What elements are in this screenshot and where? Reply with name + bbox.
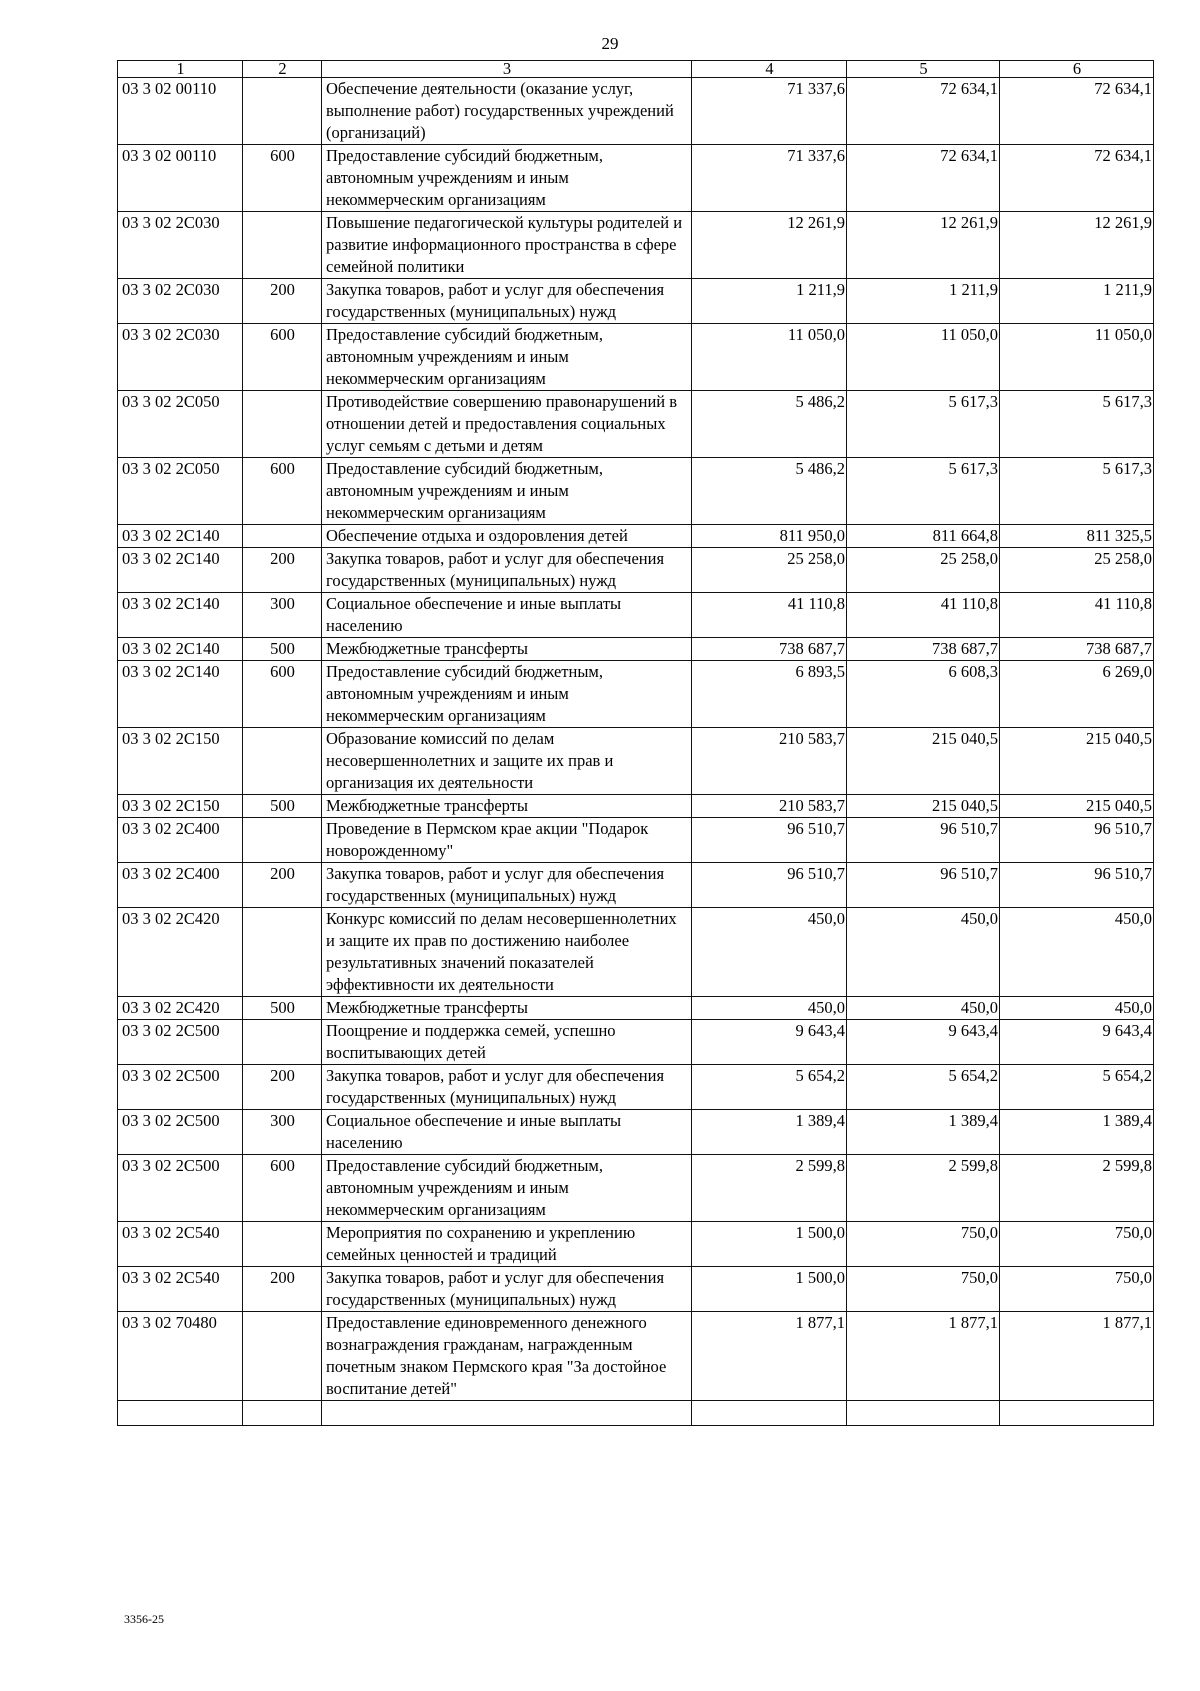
cell-code: 03 3 02 2С030 [118,324,243,391]
cell-amount-1: 41 110,8 [692,593,847,638]
cell-code: 03 3 02 2С500 [118,1065,243,1110]
cell-amount-3: 450,0 [1000,997,1154,1020]
cell-amount-3: 738 687,7 [1000,638,1154,661]
spacer-cell [118,1401,243,1426]
cell-amount-2: 450,0 [847,908,1000,997]
cell-amount-3: 5 654,2 [1000,1065,1154,1110]
cell-name: Предоставление субсидий бюджетным, автономным учреждениям и иным некоммерческим организациям [322,1155,692,1222]
cell-code: 03 3 02 2С050 [118,458,243,525]
cell-code: 03 3 02 2С150 [118,728,243,795]
cell-expense-type: 200 [243,548,322,593]
cell-code: 03 3 02 70480 [118,1312,243,1401]
cell-amount-2: 2 599,8 [847,1155,1000,1222]
cell-amount-2: 41 110,8 [847,593,1000,638]
budget-table [117,60,1154,1426]
cell-amount-3: 215 040,5 [1000,728,1154,795]
table-row [118,458,1154,525]
table-row [118,1267,1154,1312]
cell-amount-3: 750,0 [1000,1267,1154,1312]
spacer-cell [322,1401,692,1426]
cell-code: 03 3 02 2С400 [118,818,243,863]
cell-amount-3: 1 877,1 [1000,1312,1154,1401]
table-row [118,1222,1154,1267]
cell-amount-3: 9 643,4 [1000,1020,1154,1065]
spacer-cell [692,1401,847,1426]
cell-name: Социальное обеспечение и иные выплаты населению [322,593,692,638]
cell-expense-type: 600 [243,458,322,525]
cell-amount-1: 25 258,0 [692,548,847,593]
cell-amount-1: 11 050,0 [692,324,847,391]
cell-amount-1: 5 654,2 [692,1065,847,1110]
cell-name: Предоставление субсидий бюджетным, автономным учреждениям и иным некоммерческим организациям [322,324,692,391]
cell-amount-3: 41 110,8 [1000,593,1154,638]
cell-amount-1: 1 211,9 [692,279,847,324]
cell-name: Межбюджетные трансферты [322,638,692,661]
cell-amount-3: 5 617,3 [1000,458,1154,525]
cell-amount-3: 25 258,0 [1000,548,1154,593]
table-row [118,1312,1154,1401]
cell-expense-type [243,1312,322,1401]
cell-amount-1: 738 687,7 [692,638,847,661]
cell-code: 03 3 02 2С140 [118,593,243,638]
cell-amount-1: 450,0 [692,908,847,997]
table-row [118,391,1154,458]
cell-amount-1: 450,0 [692,997,847,1020]
cell-amount-1: 71 337,6 [692,145,847,212]
cell-amount-1: 210 583,7 [692,795,847,818]
cell-amount-1: 5 486,2 [692,391,847,458]
cell-amount-1: 96 510,7 [692,863,847,908]
cell-expense-type: 500 [243,795,322,818]
page-number: 29 [601,34,619,53]
spacer-cell [243,1401,322,1426]
cell-amount-3: 96 510,7 [1000,818,1154,863]
cell-amount-1: 1 500,0 [692,1222,847,1267]
cell-name: Обеспечение деятельности (оказание услуг, выполнение работ) государственных учреждений (организаций) [322,78,692,145]
cell-amount-1: 6 893,5 [692,661,847,728]
cell-code: 03 3 02 2С140 [118,525,243,548]
cell-amount-2: 96 510,7 [847,818,1000,863]
cell-amount-2: 450,0 [847,997,1000,1020]
cell-name: Повышение педагогической культуры родителей и развитие информационного пространства в сфере семейной политики [322,212,692,279]
cell-amount-3: 1 211,9 [1000,279,1154,324]
column-header-name: 3 [322,61,692,78]
table-row [118,997,1154,1020]
cell-amount-2: 811 664,8 [847,525,1000,548]
table-row [118,324,1154,391]
cell-code: 03 3 02 2С500 [118,1155,243,1222]
cell-name: Социальное обеспечение и иные выплаты населению [322,1110,692,1155]
cell-name: Противодействие совершению правонарушений в отношении детей и предоставления социальных услуг семьям с детьми и детям [322,391,692,458]
cell-name: Закупка товаров, работ и услуг для обеспечения государственных (муниципальных) нужд [322,548,692,593]
table-spacer-row [118,1401,1154,1426]
cell-name: Закупка товаров, работ и услуг для обеспечения государственных (муниципальных) нужд [322,1267,692,1312]
cell-code: 03 3 02 2С140 [118,661,243,728]
cell-code: 03 3 02 00110 [118,78,243,145]
cell-expense-type [243,1222,322,1267]
cell-amount-1: 71 337,6 [692,78,847,145]
cell-code: 03 3 02 2С400 [118,863,243,908]
cell-name: Закупка товаров, работ и услуг для обеспечения государственных (муниципальных) нужд [322,863,692,908]
cell-amount-3: 6 269,0 [1000,661,1154,728]
cell-expense-type: 600 [243,1155,322,1222]
cell-amount-2: 750,0 [847,1267,1000,1312]
cell-amount-1: 9 643,4 [692,1020,847,1065]
table-body [118,78,1154,1426]
cell-amount-3: 811 325,5 [1000,525,1154,548]
cell-code: 03 3 02 2С050 [118,391,243,458]
cell-amount-2: 5 617,3 [847,458,1000,525]
table-row [118,145,1154,212]
cell-code: 03 3 02 2С500 [118,1110,243,1155]
table-row [118,1065,1154,1110]
cell-amount-2: 12 261,9 [847,212,1000,279]
cell-amount-2: 215 040,5 [847,795,1000,818]
cell-expense-type [243,78,322,145]
table-row [118,661,1154,728]
cell-amount-2: 1 211,9 [847,279,1000,324]
cell-expense-type [243,1020,322,1065]
cell-name: Межбюджетные трансферты [322,795,692,818]
cell-expense-type: 200 [243,1267,322,1312]
cell-amount-2: 5 654,2 [847,1065,1000,1110]
cell-amount-2: 25 258,0 [847,548,1000,593]
cell-amount-3: 72 634,1 [1000,78,1154,145]
cell-expense-type [243,728,322,795]
spacer-cell [1000,1401,1154,1426]
cell-amount-3: 750,0 [1000,1222,1154,1267]
cell-expense-type: 300 [243,593,322,638]
cell-name: Образование комиссий по делам несовершеннолетних и защите их прав и организация их деятельности [322,728,692,795]
table-row [118,525,1154,548]
cell-name: Мероприятия по сохранению и укреплению семейных ценностей и традиций [322,1222,692,1267]
column-header-amount-3: 6 [1000,61,1154,78]
cell-amount-2: 9 643,4 [847,1020,1000,1065]
cell-amount-2: 96 510,7 [847,863,1000,908]
cell-amount-2: 72 634,1 [847,145,1000,212]
cell-amount-1: 96 510,7 [692,818,847,863]
cell-amount-3: 215 040,5 [1000,795,1154,818]
table-row [118,908,1154,997]
cell-amount-2: 6 608,3 [847,661,1000,728]
table-header-row [118,61,1154,78]
table-row [118,818,1154,863]
cell-name: Поощрение и поддержка семей, успешно воспитывающих детей [322,1020,692,1065]
cell-amount-1: 210 583,7 [692,728,847,795]
cell-amount-3: 1 389,4 [1000,1110,1154,1155]
cell-expense-type: 500 [243,997,322,1020]
document-id: 3356-25 [124,1612,164,1626]
cell-amount-3: 5 617,3 [1000,391,1154,458]
table-row [118,1110,1154,1155]
cell-amount-1: 1 877,1 [692,1312,847,1401]
cell-name: Предоставление единовременного денежного вознаграждения гражданам, награжденным почетным знаком Пермского края "За достойное воспитание детей" [322,1312,692,1401]
column-header-expense-type: 2 [243,61,322,78]
cell-name: Межбюджетные трансферты [322,997,692,1020]
cell-amount-1: 5 486,2 [692,458,847,525]
cell-amount-1: 2 599,8 [692,1155,847,1222]
cell-expense-type [243,391,322,458]
cell-amount-1: 12 261,9 [692,212,847,279]
cell-expense-type: 600 [243,145,322,212]
cell-code: 03 3 02 2С500 [118,1020,243,1065]
cell-amount-2: 738 687,7 [847,638,1000,661]
cell-amount-2: 1 389,4 [847,1110,1000,1155]
cell-code: 03 3 02 2С030 [118,279,243,324]
cell-code: 03 3 02 2С150 [118,795,243,818]
cell-code: 03 3 02 2С420 [118,908,243,997]
cell-amount-1: 1 389,4 [692,1110,847,1155]
cell-amount-3: 2 599,8 [1000,1155,1154,1222]
cell-name: Закупка товаров, работ и услуг для обеспечения государственных (муниципальных) нужд [322,1065,692,1110]
cell-expense-type: 200 [243,1065,322,1110]
table-row [118,863,1154,908]
column-header-amount-1: 4 [692,61,847,78]
cell-amount-2: 5 617,3 [847,391,1000,458]
table-row [118,593,1154,638]
cell-amount-2: 1 877,1 [847,1312,1000,1401]
cell-expense-type: 600 [243,661,322,728]
cell-code: 03 3 02 2С540 [118,1267,243,1312]
table-row [118,78,1154,145]
table-row [118,795,1154,818]
cell-amount-3: 72 634,1 [1000,145,1154,212]
column-header-amount-2: 5 [847,61,1000,78]
cell-name: Обеспечение отдыха и оздоровления детей [322,525,692,548]
column-header-code: 1 [118,61,243,78]
cell-amount-2: 72 634,1 [847,78,1000,145]
table-row [118,1155,1154,1222]
cell-amount-2: 11 050,0 [847,324,1000,391]
cell-amount-3: 12 261,9 [1000,212,1154,279]
cell-name: Проведение в Пермском крае акции "Подарок новорожденному" [322,818,692,863]
cell-expense-type: 500 [243,638,322,661]
cell-amount-2: 750,0 [847,1222,1000,1267]
cell-expense-type: 200 [243,279,322,324]
cell-expense-type [243,212,322,279]
cell-expense-type [243,908,322,997]
cell-expense-type [243,525,322,548]
cell-code: 03 3 02 2С140 [118,548,243,593]
cell-name: Предоставление субсидий бюджетным, автономным учреждениям и иным некоммерческим организациям [322,145,692,212]
cell-amount-2: 215 040,5 [847,728,1000,795]
cell-expense-type [243,818,322,863]
cell-amount-3: 11 050,0 [1000,324,1154,391]
table-row [118,548,1154,593]
cell-name: Предоставление субсидий бюджетным, автономным учреждениям и иным некоммерческим организациям [322,661,692,728]
cell-name: Закупка товаров, работ и услуг для обеспечения государственных (муниципальных) нужд [322,279,692,324]
cell-expense-type: 200 [243,863,322,908]
table-row [118,638,1154,661]
cell-code: 03 3 02 2С420 [118,997,243,1020]
cell-expense-type: 600 [243,324,322,391]
cell-amount-1: 1 500,0 [692,1267,847,1312]
cell-amount-1: 811 950,0 [692,525,847,548]
table-row [118,728,1154,795]
cell-code: 03 3 02 2С540 [118,1222,243,1267]
table-row [118,279,1154,324]
cell-code: 03 3 02 00110 [118,145,243,212]
cell-amount-3: 96 510,7 [1000,863,1154,908]
cell-code: 03 3 02 2С140 [118,638,243,661]
spacer-cell [847,1401,1000,1426]
cell-name: Предоставление субсидий бюджетным, автономным учреждениям и иным некоммерческим организациям [322,458,692,525]
cell-expense-type: 300 [243,1110,322,1155]
table-row [118,1020,1154,1065]
cell-code: 03 3 02 2С030 [118,212,243,279]
cell-name: Конкурс комиссий по делам несовершеннолетних и защите их прав по достижению наиболее результативных значений показателей эффективности их деятельности [322,908,692,997]
cell-amount-3: 450,0 [1000,908,1154,997]
table-row [118,212,1154,279]
